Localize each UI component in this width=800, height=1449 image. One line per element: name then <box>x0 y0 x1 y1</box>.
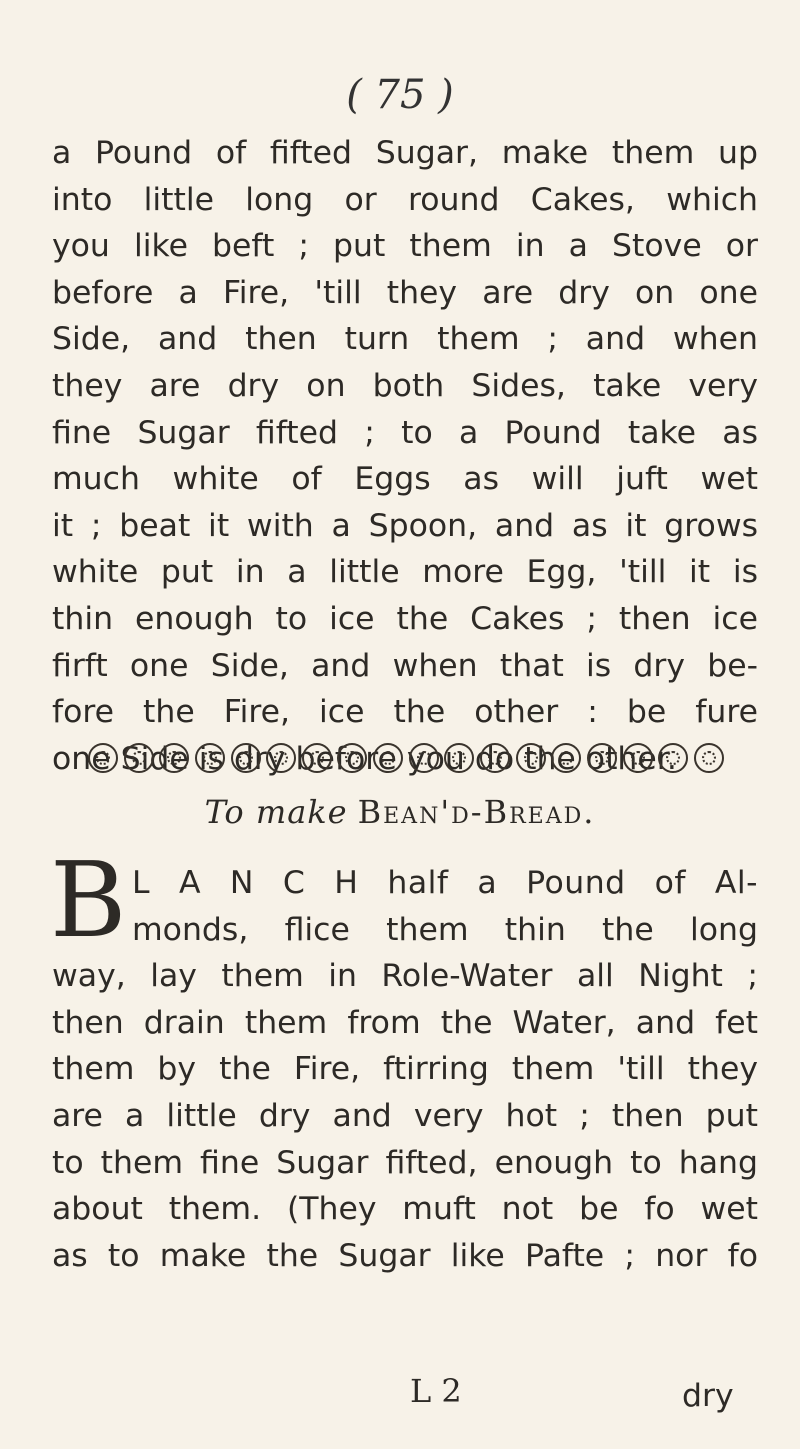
recipe-heading-prefix: To make <box>204 793 348 831</box>
text-line: into little long or round Cakes, which <box>52 181 758 218</box>
text-line: thin enough to ice the Cakes ; then ice <box>52 600 758 637</box>
ornament-icon <box>516 743 546 773</box>
ornament-icon <box>444 743 474 773</box>
ornament-icon <box>266 743 296 773</box>
text-line: before a Fire, 'till they are dry on one <box>52 274 758 311</box>
text-line: firft one Side, and when that is dry be- <box>52 647 758 684</box>
recipe-heading <box>0 793 800 831</box>
text-line: L A N C H half a Pound of Al- <box>132 865 758 901</box>
ornament-icon <box>587 743 617 773</box>
text-line: way, lay them in Role-Water all Night ; <box>52 958 758 995</box>
ornament-icon <box>694 743 724 773</box>
recipe-heading-name: Bean'd-Bread. <box>357 793 596 831</box>
text-line: are a little dry and very hot ; then put <box>52 1097 758 1134</box>
text-line: one Side is dry before you do the other. <box>52 740 677 777</box>
decorative-ornament-band <box>88 738 724 778</box>
text-line: to them fine Sugar fifted, enough to hang <box>52 1144 758 1181</box>
text-line: Side, and then turn them ; and when <box>52 321 758 358</box>
signature-mark: L 2 <box>410 1372 462 1410</box>
text-line: fine Sugar fifted ; to a Pound take as <box>52 414 758 451</box>
ornament-icon <box>623 743 653 773</box>
ornament-icon <box>551 743 581 773</box>
page-number: ( 75 ) <box>346 72 454 118</box>
paragraph-icing-cakes <box>52 130 758 782</box>
ornament-icon <box>124 743 154 773</box>
ornament-icon <box>337 743 367 773</box>
text-line: it ; beat it with a Spoon, and as it grows <box>52 507 758 544</box>
ornament-icon <box>302 743 332 773</box>
ornament-icon <box>658 743 688 773</box>
text-line: then drain them from the Water, and fet <box>52 1004 758 1041</box>
ornament-icon <box>480 743 510 773</box>
text-line: you like beft ; put them in a Stove or <box>52 228 758 265</box>
ornament-icon <box>373 743 403 773</box>
ornament-icon <box>409 743 439 773</box>
text-line: them by the Fire, ftirring them 'till they <box>52 1051 758 1088</box>
ornament-icon <box>88 743 118 773</box>
ornament-icon <box>159 743 189 773</box>
ornament-icon <box>231 743 261 773</box>
catchword: dry <box>682 1378 734 1414</box>
text-line: they are dry on both Sides, take very <box>52 367 758 404</box>
text-line: a Pound of fifted Sugar, make them up <box>52 135 758 171</box>
text-line: fore the Fire, ice the other : be fure <box>52 694 758 731</box>
text-line: as to make the Sugar like Pafte ; nor fo <box>52 1237 758 1274</box>
ornament-icon <box>195 743 225 773</box>
drop-cap: B <box>50 839 127 961</box>
text-line: monds, flice them thin the long <box>132 911 758 948</box>
text-line: white put in a little more Egg, 'till it is <box>52 554 758 591</box>
text-line: about them. (They muft not be fo wet <box>52 1191 758 1228</box>
text-line: much white of Eggs as will juft wet <box>52 461 758 498</box>
paragraph-beand-bread <box>52 860 758 1279</box>
